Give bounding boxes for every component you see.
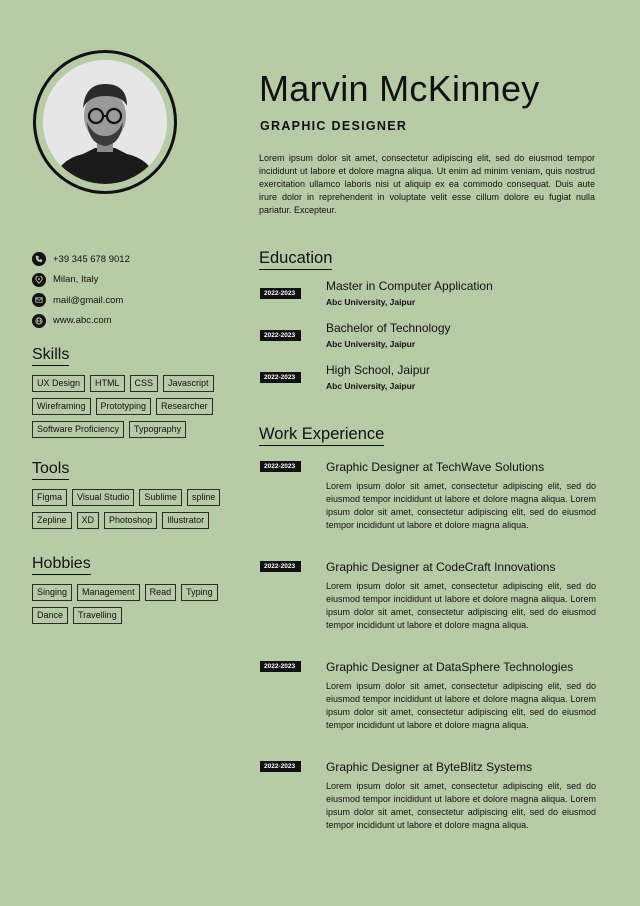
education-year-badge: 2022-2023	[260, 372, 301, 383]
skill-tag: Software Proficiency	[32, 421, 124, 438]
phone-icon	[32, 252, 46, 266]
education-school: Abc University, Jaipur	[326, 297, 416, 307]
contact-list	[32, 249, 130, 331]
work-description: Lorem ipsum dolor sit amet, consectetur adipiscing elit, sed do eiusmod tempor incididunt ut labore et dolore magna aliqua. Lorem ipsum dolor sit amet, consectetur adipiscing elit, sed do eiusmod tempor incididunt ut labore et dolore magna aliqua.	[326, 581, 596, 630]
hobby-tag: Travelling	[73, 607, 122, 624]
profile-name: Marvin McKinney	[259, 68, 540, 109]
tool-tag: XD	[77, 512, 100, 529]
tool-tag: Figma	[32, 489, 67, 506]
skills-section	[32, 346, 242, 444]
portrait-illustration	[43, 60, 167, 184]
hobby-tag: Singing	[32, 584, 72, 601]
work-role: Graphic Designer at TechWave Solutions	[326, 460, 545, 474]
education-degree: Master in Computer Application	[326, 279, 493, 293]
work-description: Lorem ipsum dolor sit amet, consectetur adipiscing elit, sed do eiusmod tempor incididunt ut labore et dolore magna aliqua. Lorem ipsum dolor sit amet, consectetur adipiscing elit, sed do eiusmod tempor incididunt ut labore et dolore magna aliqua.	[326, 481, 596, 530]
hobbies-title: Hobbies	[32, 555, 91, 575]
work-description: Lorem ipsum dolor sit amet, consectetur adipiscing elit, sed do eiusmod tempor incididunt ut labore et dolore magna aliqua. Lorem ipsum dolor sit amet, consectetur adipiscing elit, sed do eiusmod tempor incididunt ut labore et dolore magna aliqua.	[326, 681, 596, 730]
education-title: Education	[259, 249, 332, 270]
education-degree: Bachelor of Technology	[326, 321, 451, 335]
skill-tag: HTML	[90, 375, 125, 392]
education-school: Abc University, Jaipur	[326, 339, 416, 349]
work-description: Lorem ipsum dolor sit amet, consectetur adipiscing elit, sed do eiusmod tempor incididunt ut labore et dolore magna aliqua. Lorem ipsum dolor sit amet, consectetur adipiscing elit, sed do eiusmod tempor incididunt ut labore et dolore magna aliqua.	[326, 781, 596, 830]
skill-tag: Prototyping	[96, 398, 152, 415]
skill-tag: CSS	[130, 375, 159, 392]
contact-website-text[interactable]: www.abc.com	[53, 315, 112, 327]
location-pin-icon	[32, 273, 46, 287]
education-body	[326, 279, 596, 307]
contact-email	[32, 290, 130, 311]
profile-photo-frame	[33, 50, 177, 194]
contact-location	[32, 270, 130, 291]
contact-phone	[32, 249, 130, 270]
hobby-tag: Management	[77, 584, 140, 601]
hobby-tag: Typing	[181, 584, 218, 601]
skills-title: Skills	[32, 346, 69, 366]
profile-summary: Lorem ipsum dolor sit amet, consectetur adipiscing elit, sed do eiusmod tempor incididunt ut labore et dolore magna aliqua. Ut enim ad minim veniam, quis nostrud exercitation ullamco laboris nisi ut aliquip ex ea commodo consequat. Duis aute irure dolor in reprehenderit in voluptate velit esse cillum dolore eu fugiat nulla pariatur. Excepteur.	[259, 153, 595, 215]
work-body	[326, 660, 596, 732]
education-school: Abc University, Jaipur	[326, 381, 416, 391]
skills-tags	[32, 375, 242, 444]
work-body	[326, 760, 596, 832]
tool-tag: spline	[187, 489, 221, 506]
education-body	[326, 363, 596, 391]
hobbies-tags	[32, 584, 242, 630]
education-year-badge: 2022-2023	[260, 330, 301, 341]
work-year-badge: 2022-2023	[260, 761, 301, 772]
tool-tag: Zepline	[32, 512, 72, 529]
work-role: Graphic Designer at CodeCraft Innovations	[326, 560, 556, 574]
work-body	[326, 560, 596, 632]
education-degree: High School, Jaipur	[326, 363, 431, 377]
tools-section	[32, 460, 242, 535]
contact-location-text: Milan, Italy	[53, 274, 99, 286]
contact-phone-text[interactable]: +39 345 678 9012	[53, 253, 130, 265]
skill-tag: Javascript	[163, 375, 214, 392]
work-year-badge: 2022-2023	[260, 461, 301, 472]
contact-email-text[interactable]: mail@gmail.com	[53, 294, 124, 306]
work-role: Graphic Designer at DataSphere Technologies	[326, 660, 574, 674]
hobbies-section	[32, 555, 242, 630]
tool-tag: Illustrator	[162, 512, 209, 529]
hobby-tag: Dance	[32, 607, 68, 624]
mail-icon	[32, 293, 46, 307]
globe-icon	[32, 314, 46, 328]
hobby-tag: Read	[145, 584, 177, 601]
skill-tag: Researcher	[156, 398, 213, 415]
tool-tag: Photoshop	[104, 512, 157, 529]
work-year-badge: 2022-2023	[260, 561, 301, 572]
work-title: Work Experience	[259, 425, 384, 446]
contact-website	[32, 311, 130, 332]
work-body	[326, 460, 596, 532]
work-role: Graphic Designer at ByteBlitz Systems	[326, 760, 533, 774]
skill-tag: UX Design	[32, 375, 85, 392]
profile-title: GRAPHIC DESIGNER	[260, 119, 408, 133]
work-year-badge: 2022-2023	[260, 661, 301, 672]
tools-tags	[32, 489, 242, 535]
education-year-badge: 2022-2023	[260, 288, 301, 299]
education-body	[326, 321, 596, 349]
tool-tag: Visual Studio	[72, 489, 134, 506]
profile-photo	[43, 60, 167, 184]
tools-title: Tools	[32, 460, 69, 480]
skill-tag: Typography	[129, 421, 186, 438]
skill-tag: Wireframing	[32, 398, 91, 415]
tool-tag: Sublime	[139, 489, 182, 506]
